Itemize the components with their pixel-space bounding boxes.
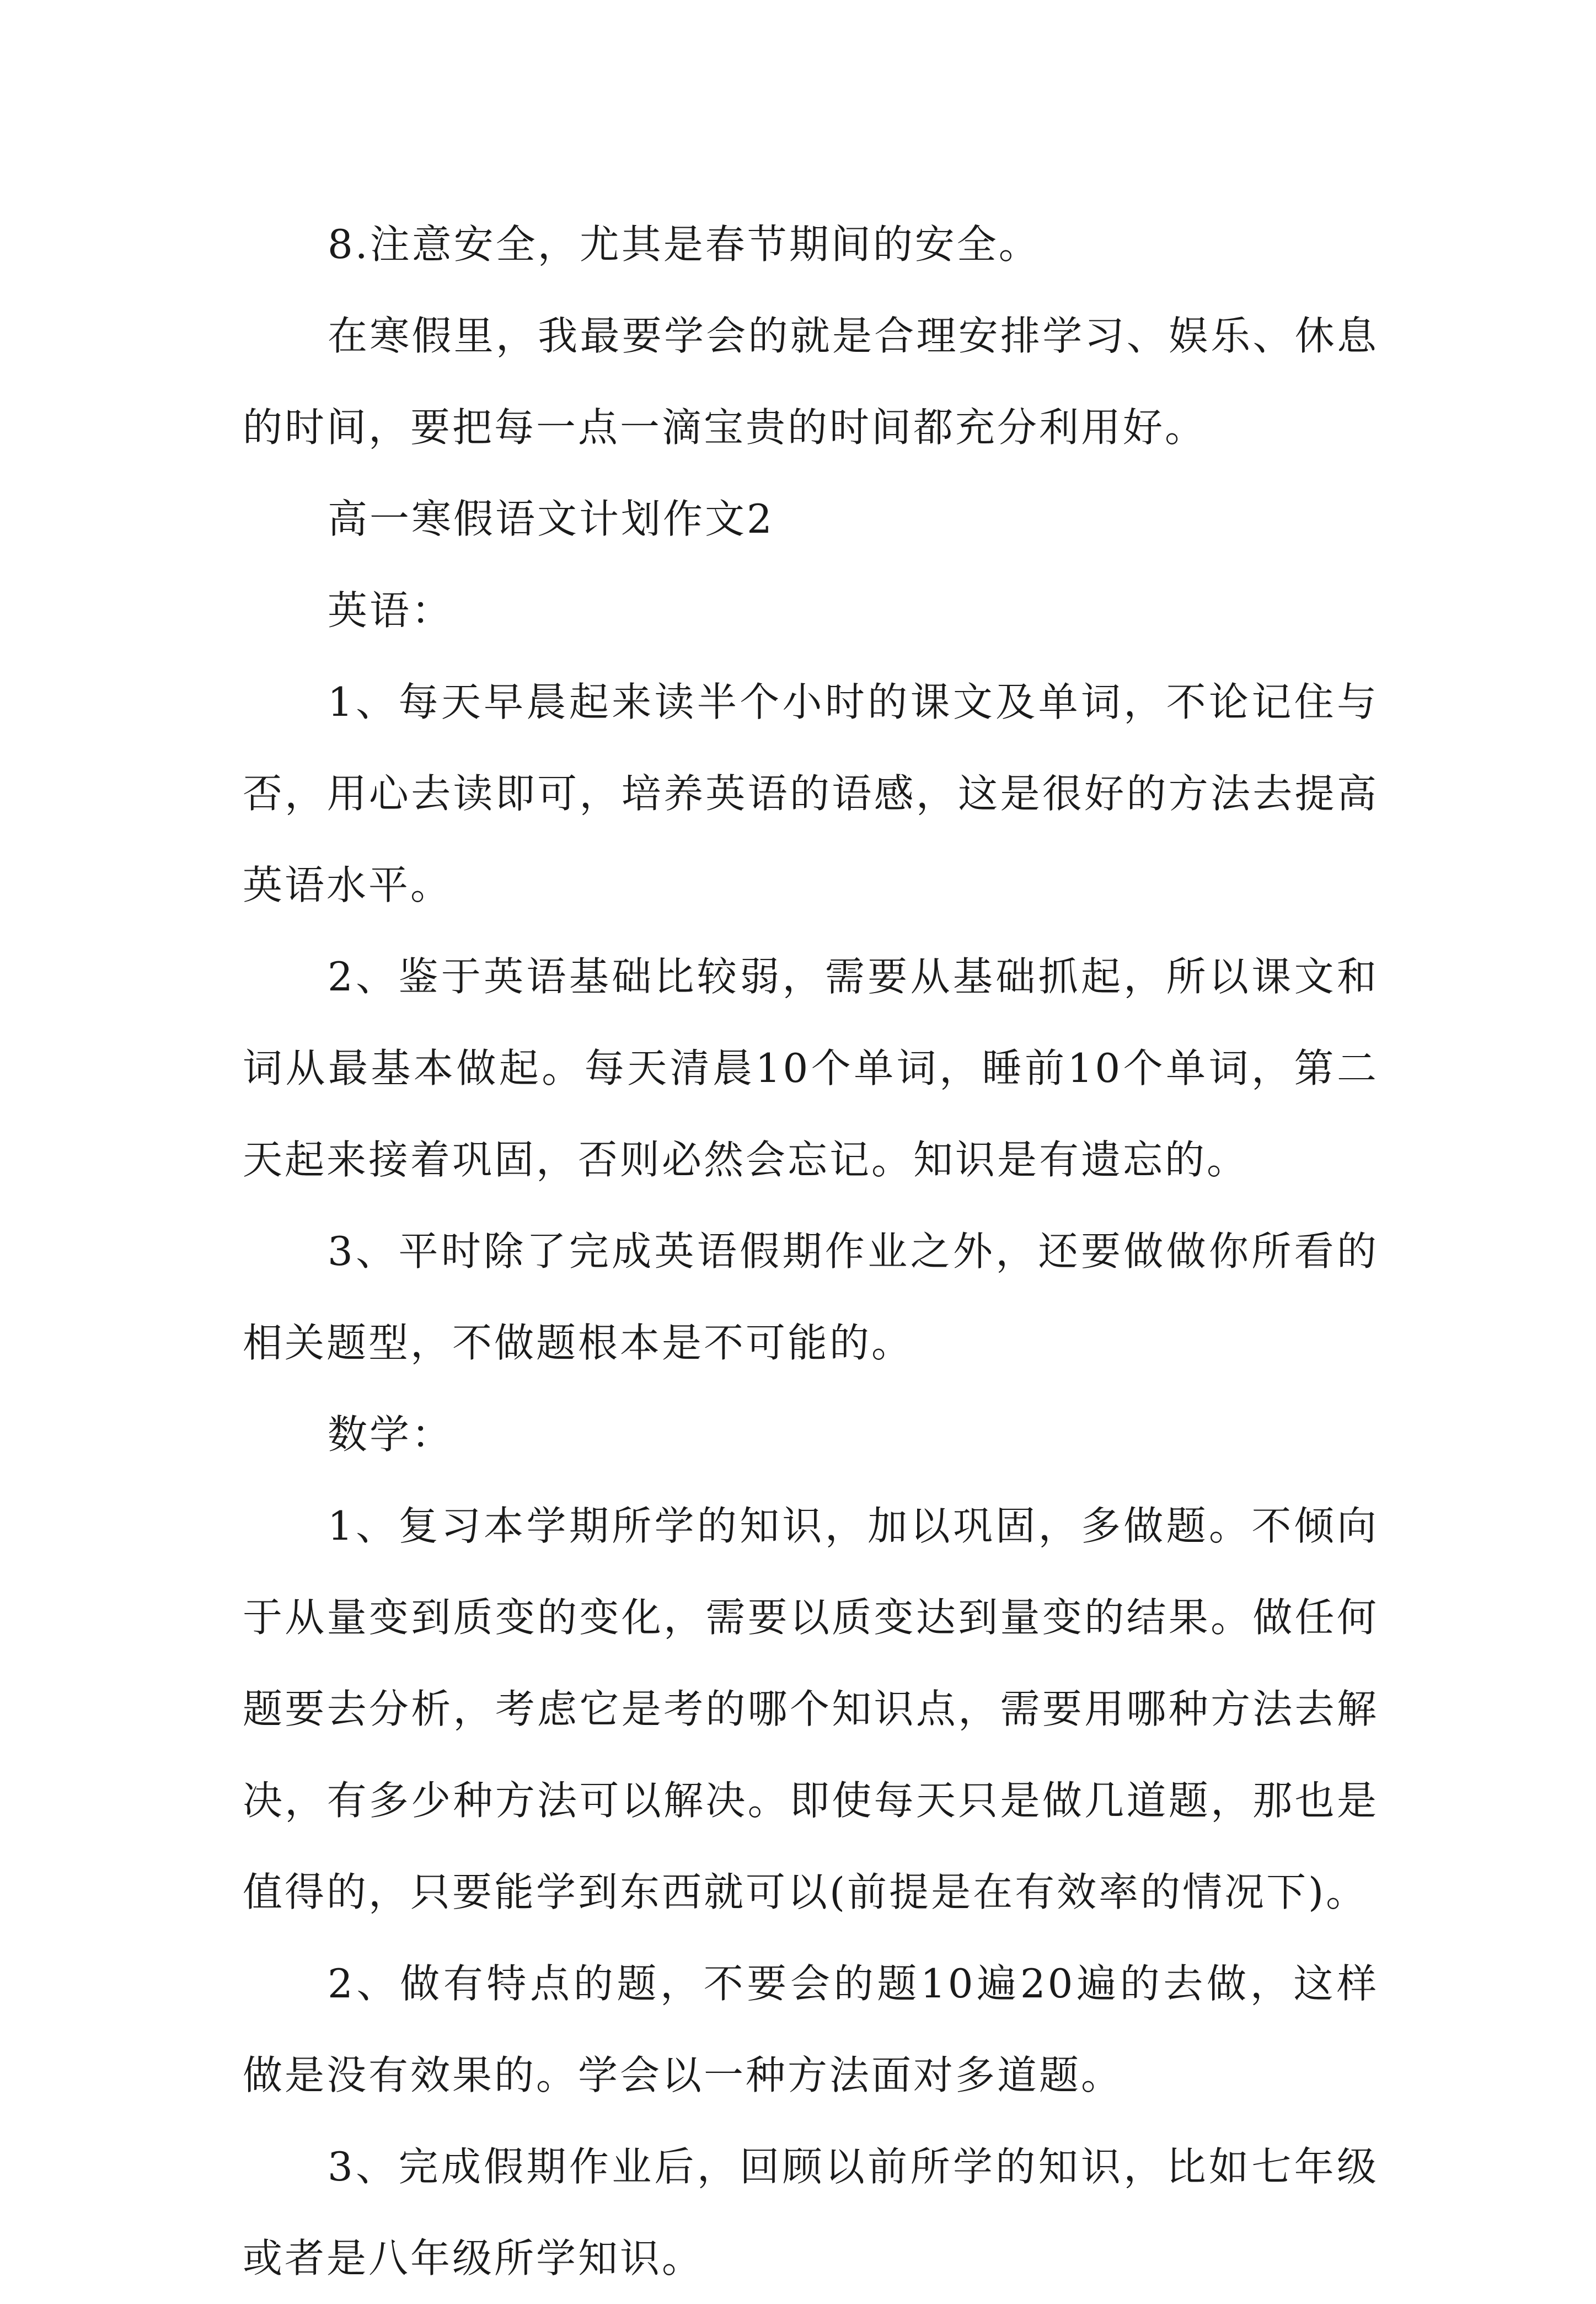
heading-math: 数学： xyxy=(328,1411,454,1458)
math-item-3: 3、完成假期作业后，回顾以前所学的知识，比如七年级或者是八年级所学知识。 xyxy=(243,2144,1379,2281)
math-item-1: 1、复习本学期所学的知识，加以巩固，多做题。不倾向于从量变到质变的变化，需要以质变达到量变的结果。做任何题要去分析，考虑它是考的哪个知识点，需要用哪种方法去解决，有多少种方法可以解决。即使每天只是做几道题，那也是值得的，只要能学到东西就可以(前提是在有效率的情况下)。 xyxy=(243,1503,1379,1915)
paragraph-safety-note: 8.注意安全，尤其是春节期间的安全。 xyxy=(328,221,1041,267)
section-title: 高一寒假语文计划作文2 xyxy=(328,496,774,542)
english-item-2: 2、鉴于英语基础比较弱，需要从基础抓起，所以课文和词从最基本做起。每天清晨10个单词，睡前10个单词，第二天起来接着巩固，否则必然会忘记。知识是有遗忘的。 xyxy=(243,953,1379,1183)
heading-english: 英语： xyxy=(328,587,454,634)
math-item-2: 2、做有特点的题，不要会的题10遍20遍的去做，这样做是没有效果的。学会以一种方法面对多道题。 xyxy=(243,1960,1379,2098)
english-item-1: 1、每天早晨起来读半个小时的课文及单词，不论记住与否，用心去读即可，培养英语的语感，这是很好的方法去提高英语水平。 xyxy=(243,679,1379,908)
document-body xyxy=(243,199,1379,2304)
paragraph-time-management: 在寒假里，我最要学会的就是合理安排学习、娱乐、休息的时间，要把每一点一滴宝贵的时间都充分利用好。 xyxy=(243,313,1379,451)
english-item-3: 3、平时除了完成英语假期作业之外，还要做做你所看的相关题型，不做题根本是不可能的。 xyxy=(243,1228,1379,1366)
